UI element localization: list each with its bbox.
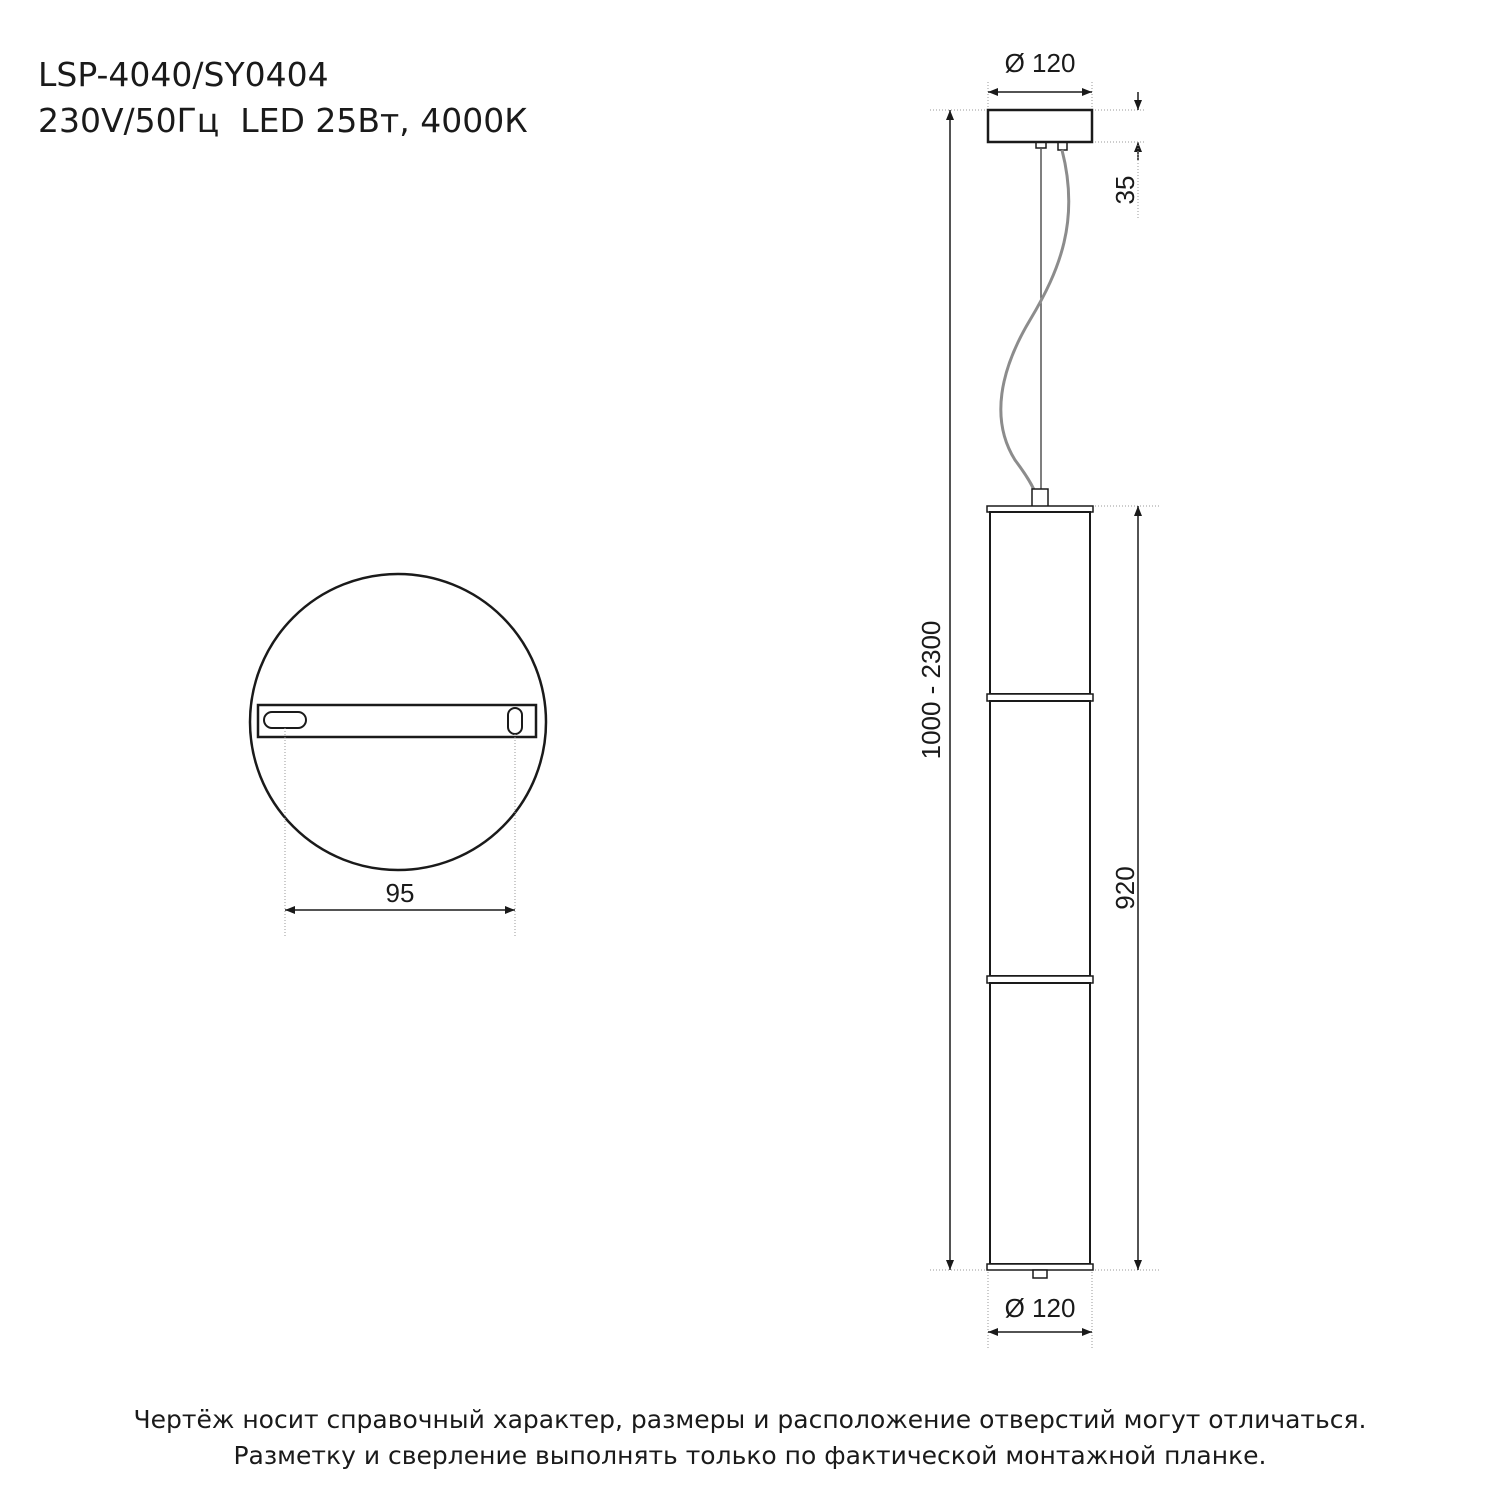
body-segment-1 bbox=[990, 512, 1090, 694]
mounting-slot-right bbox=[508, 708, 522, 734]
pendant-side-view bbox=[916, 48, 1160, 1348]
mounting-slot-left bbox=[264, 712, 306, 728]
body-ring-1 bbox=[987, 694, 1093, 701]
mount-holes-spacing-label: 95 bbox=[385, 878, 415, 908]
canopy-height-label: 35 bbox=[1110, 175, 1140, 205]
total-length-label: 1000 - 2300 bbox=[916, 620, 946, 760]
body-segment-2 bbox=[990, 701, 1090, 976]
disclaimer-line-2: Разметку и сверление выполнять только по фактической монтажной планке. bbox=[233, 1441, 1267, 1470]
power-cable bbox=[1001, 150, 1069, 500]
disclaimer-line-1: Чертёж носит справочный характер, размеры и расположение отверстий могут отличаться. bbox=[133, 1405, 1367, 1434]
bottom-cap-nub bbox=[1033, 1270, 1047, 1278]
body-ring-2 bbox=[987, 976, 1093, 983]
disclaimer-note bbox=[0, 1402, 1500, 1474]
canopy-top-view bbox=[250, 574, 546, 938]
body-diameter-label: Ø 120 bbox=[1004, 1293, 1076, 1323]
body-length-label: 920 bbox=[1110, 866, 1140, 910]
body-segment-3 bbox=[990, 983, 1090, 1264]
body-bottom-cap bbox=[987, 1264, 1093, 1270]
model-number: LSP-4040/SY0404 bbox=[38, 55, 329, 94]
top-connector bbox=[1032, 489, 1048, 507]
electrical-specs: 230V/50Гц LED 25Вт, 4000К bbox=[38, 101, 528, 140]
canopy bbox=[988, 110, 1092, 142]
canopy-circle bbox=[250, 574, 546, 870]
canopy-diameter-label: Ø 120 bbox=[1004, 48, 1076, 78]
mounting-bracket bbox=[258, 705, 536, 737]
